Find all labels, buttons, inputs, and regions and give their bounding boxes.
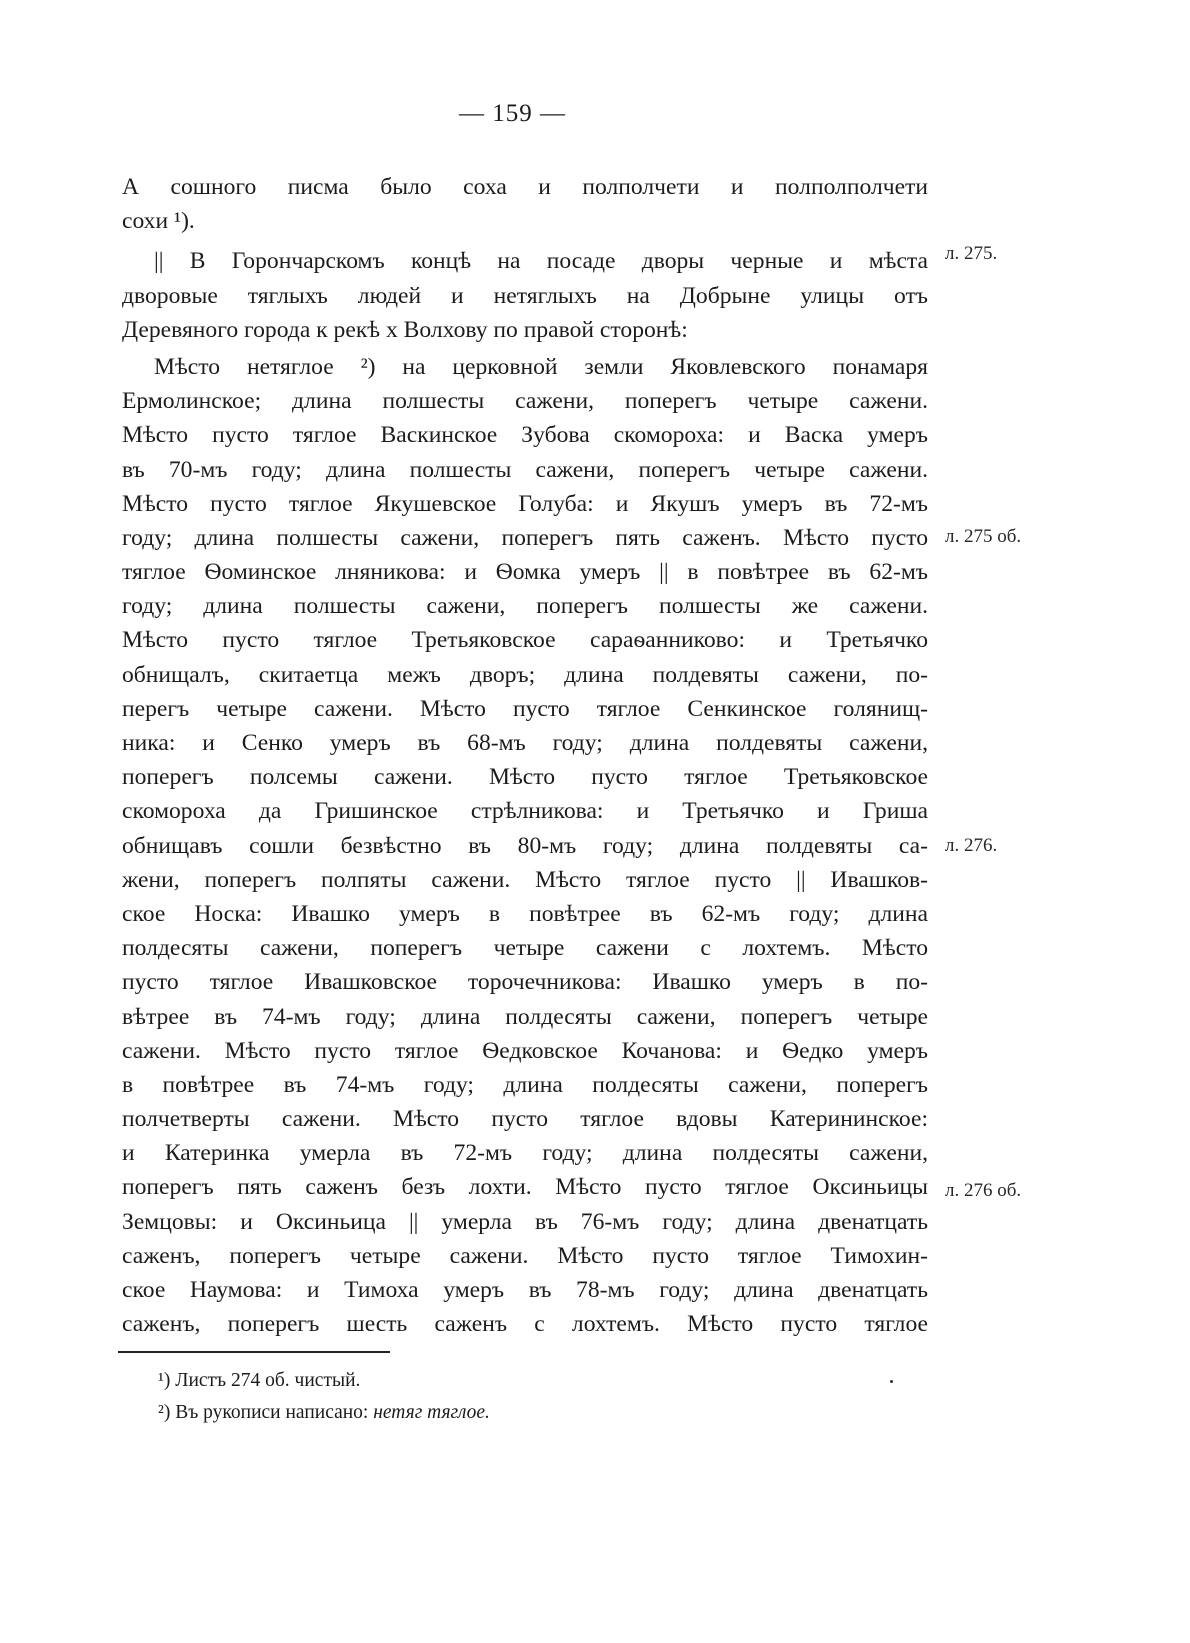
margin-note-folio: л. 275. (945, 243, 998, 264)
margin-note-folio: л. 276 об. (945, 1180, 1022, 1201)
text-line: Деревяного города к рекѣ х Волхову по правой сторонѣ: (122, 316, 688, 343)
text-line: ское Носка: Ивашко умеръ в повѣтрее въ 62-мъ году; длина (122, 900, 928, 927)
text-line: Мѣсто нетяглое ²) на церковной земли Яковлевского понамаря (154, 353, 928, 380)
text-line: полчетверты сажени. Мѣсто пусто тяглое вдовы Катерининское: (122, 1106, 928, 1133)
text-line: пусто тяглое Ивашковское торочечникова: Ивашко умеръ в по- (122, 969, 928, 996)
text-line: А сошного писма было соха и полполчети и полполполчети (122, 174, 928, 200)
text-line: Земцовы: и Оксиньица || умерла въ 76-мъ году; длина двенатцать (122, 1208, 928, 1235)
text-line: поперегъ полсемы сажени. Мѣсто пусто тяглое Третьяковское (122, 764, 928, 791)
text-line: саженъ, поперегъ четыре сажени. Мѣсто пусто тяглое Тимохин- (122, 1242, 928, 1269)
text-line: году; длина полшесты сажени, поперегъ полшесты же сажени. (122, 593, 928, 620)
text-line: || В Горончарскомъ концѣ на посаде дворы черные и мѣста (154, 248, 928, 275)
text-line: вѣтрее въ 74-мъ году; длина полдесяты сажени, поперегъ четыре (122, 1003, 928, 1030)
text-line: и Катеринка умерла въ 72-мъ году; длина полдесяты сажени, (122, 1140, 928, 1167)
text-line: сажени. Мѣсто пусто тяглое Ѳедковское Кочанова: и Ѳедко умеръ (122, 1037, 928, 1064)
text-line: скомороха да Гришинское стрѣлникова: и Третьячко и Гриша (122, 798, 928, 825)
footnote-2-text: ²) Въ рукописи написано: (158, 1402, 374, 1423)
margin-note-folio: л. 275 об. (945, 526, 1022, 547)
text-line: в повѣтрее въ 74-мъ году; длина полдесяты сажени, поперегъ (122, 1071, 928, 1098)
text-line: полдесяты сажени, поперегъ четыре сажени с лохтемъ. Мѣсто (122, 935, 928, 962)
text-line: жени, поперегъ полпяты сажени. Мѣсто тяглое пусто || Ивашков- (122, 866, 928, 893)
body-text (122, 170, 928, 1341)
text-line: Мѣсто пусто тяглое Васкинское Зубова скомороха: и Васка умеръ (122, 422, 928, 449)
text-line: поперегъ пять саженъ безъ лохти. Мѣсто пусто тяглое Оксиньицы (122, 1174, 928, 1201)
text-line: обнищавъ сошли безвѣстно въ 80-мъ году; длина полдевяты са- (122, 832, 928, 859)
footnote-1: ¹) Листъ 274 об. чистый. (158, 1370, 361, 1391)
text-line: сохи ¹). (122, 208, 195, 235)
footnote-2 (158, 1397, 490, 1429)
text-line: ника: и Сенко умеръ въ 68-мъ году; длина полдевяты сажени, (122, 730, 928, 756)
text-line: ское Наумова: и Тимоха умеръ въ 78-мъ году; длина двенатцать (122, 1277, 928, 1303)
footnote-2-italic: нетяг тяглое. (373, 1402, 490, 1423)
text-line: дворовые тяглыхъ людей и нетяглыхъ на Добрыне улицы отъ (122, 282, 928, 309)
text-line: обнищалъ, скитаетца межъ дворъ; длина полдевяты сажени, по- (122, 661, 928, 688)
text-line: въ 70-мъ году; длина полшесты сажени, поперегъ четыре сажени. (122, 456, 928, 483)
text-line: Ермолинское; длина полшесты сажени, поперегъ четыре сажени. (122, 388, 928, 415)
text-line: Мѣсто пусто тяглое Третьяковское сараѳанниково: и Третьячко (122, 627, 928, 654)
scan-speck (890, 1380, 893, 1383)
text-line: тяглое Ѳоминское лняникова: и Ѳомка умеръ || в повѣтрее въ 62-мъ (122, 559, 928, 586)
footnotes (158, 1365, 490, 1429)
text-line: году; длина полшесты сажени, поперегъ пять саженъ. Мѣсто пусто (122, 524, 928, 551)
text-line: Мѣсто пусто тяглое Якушевское Голуба: и Якушъ умеръ въ 72-мъ (122, 490, 928, 517)
footnote-divider (118, 1351, 390, 1353)
page-number: — 159 — (459, 100, 566, 127)
text-line: перегъ четыре сажени. Мѣсто пусто тяглое Сенкинское голянищ- (122, 695, 928, 722)
text-line: саженъ, поперегъ шесть саженъ с лохтемъ. Мѣсто пусто тяглое (122, 1311, 928, 1338)
margin-note-folio: л. 276. (945, 835, 998, 856)
